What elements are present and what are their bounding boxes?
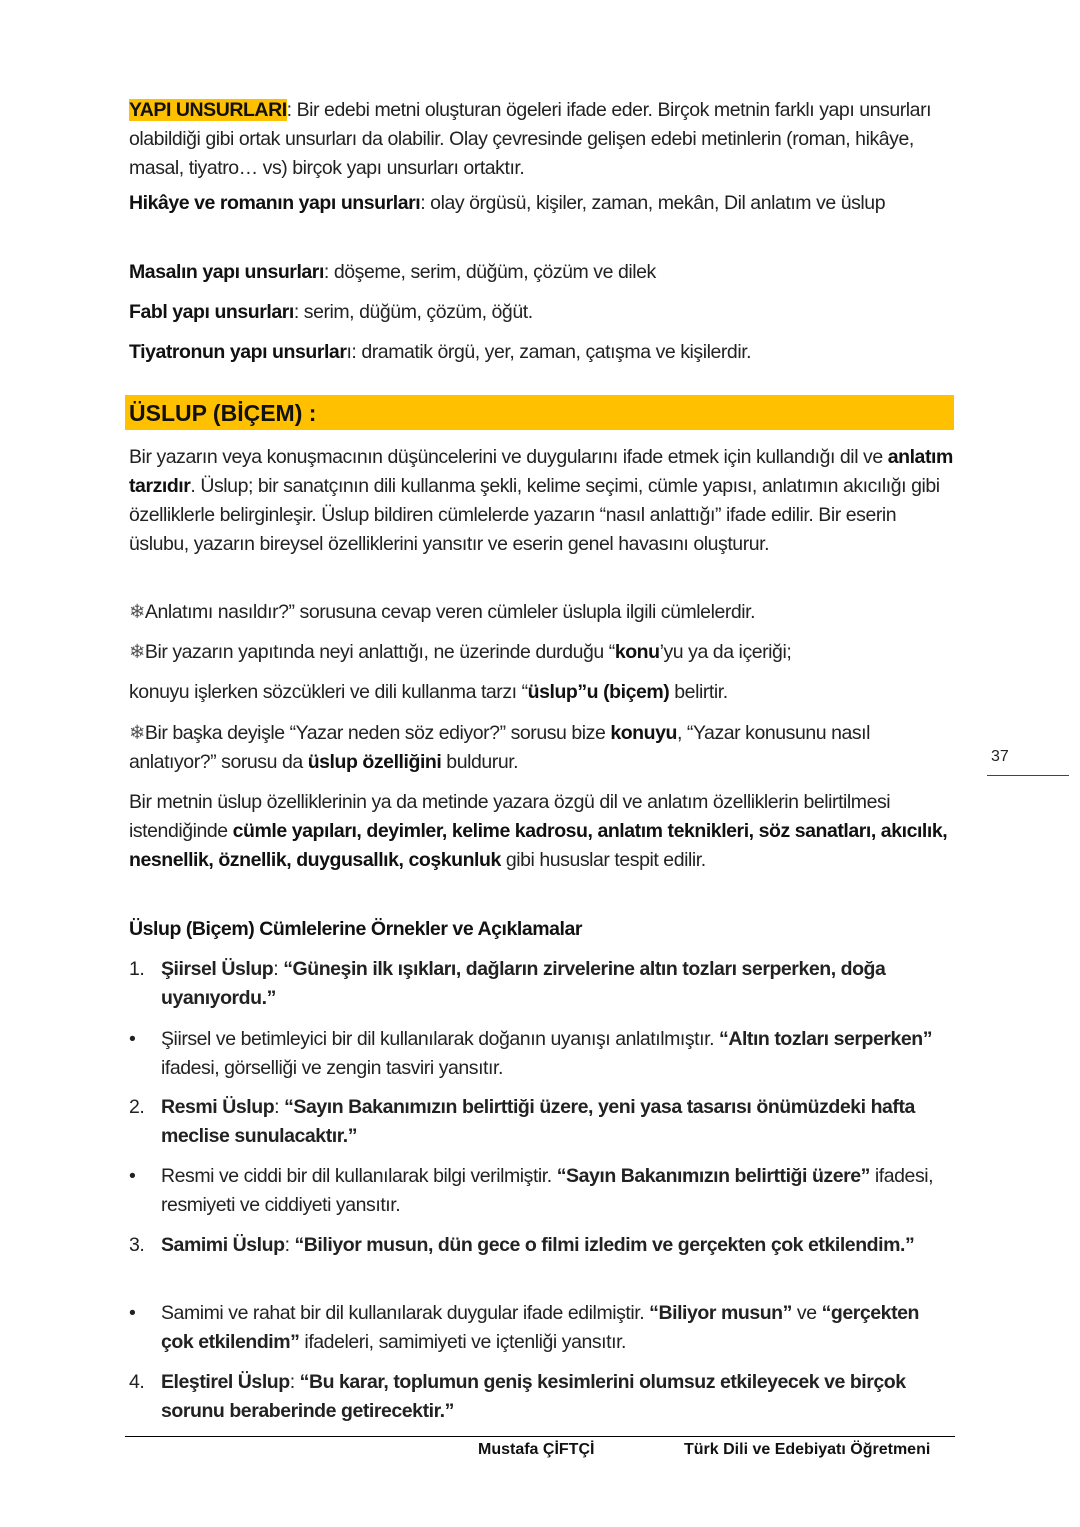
text-segment: : döşeme, serim, düğüm, çözüm ve dilek	[323, 261, 656, 283]
example-item-1	[129, 955, 955, 1013]
footer-rule	[125, 1436, 955, 1437]
text-segment: Fabl yapı unsurları	[129, 301, 294, 323]
explanation-text	[161, 1162, 955, 1220]
bullet-icon: •	[129, 1302, 136, 1324]
example-text	[161, 955, 955, 1013]
text-segment: : olay örgüsü, kişiler, zaman, mekân, Dil anlatım ve üslup	[420, 192, 886, 214]
example-text	[161, 1093, 955, 1151]
hikaye-roman-paragraph	[129, 189, 955, 218]
example-item-4	[129, 1368, 955, 1426]
text-segment: Bir yazarın veya konuşmacının düşüncelerini ve duygularını ifade etmek için kullandığı dil ve	[129, 446, 888, 468]
uslup-definition	[129, 443, 955, 559]
text-segment: Hikâye ve romanın yapı unsurları	[129, 192, 421, 214]
text-segment: Bir metnin üslup özelliklerinin ya da metinde yazara özgü dil ve anlatım özelliklerin belirtilmesi istendiğinde	[129, 791, 891, 842]
text-segment: Anlatımı nasıldır?” sorusuna cevap veren cümleler üslupla ilgili cümlelerdir.	[144, 601, 756, 623]
note-3	[129, 719, 955, 777]
note-2	[129, 638, 955, 667]
features-paragraph	[129, 788, 955, 875]
section-heading: ÜSLUP (BİÇEM) :	[129, 400, 317, 426]
text-segment: gibi hususlar tespit edilir.	[500, 849, 706, 871]
snowflake-icon: ❄	[129, 601, 145, 623]
text-segment: “Altın tozları serperken”	[719, 1028, 933, 1050]
text-segment: Resmi Üslup	[161, 1096, 275, 1118]
text-segment: buldurur.	[441, 751, 519, 773]
text-segment: Masalın yapı unsurları	[129, 261, 324, 283]
list-number: 4.	[129, 1371, 145, 1393]
text-segment: : serim, düğüm, çözüm, öğüt.	[293, 301, 533, 323]
masal-paragraph	[129, 258, 955, 287]
footer-author: Mustafa ÇİFTÇİ	[478, 1441, 595, 1458]
text-segment: cümle yapıları, deyimler, kelime kadrosu, anlatım teknikleri, söz sanatları, akıcılık, nesnellik, öznellik, duygusallık, coşkunluk	[129, 820, 948, 871]
example-item-2	[129, 1093, 955, 1151]
text-segment: “gerçekten çok etkilendim”	[161, 1302, 919, 1353]
list-number: 1.	[129, 958, 145, 980]
snowflake-icon: ❄	[129, 641, 145, 663]
page-number-rule	[987, 775, 1069, 776]
text-segment: “Sayın Bakanımızın belirttiği üzere”	[556, 1165, 870, 1187]
explanation-text	[161, 1025, 955, 1083]
text-segment: Üslup (Biçem) Cümlelerine Örnekler ve Açıklamalar	[129, 918, 583, 940]
text-segment: Şiirsel Üslup	[161, 958, 274, 980]
text-segment: üslup özelliğini	[307, 751, 442, 773]
text-segment: ı: dramatik örgü, yer, zaman, çatışma ve kişilerdir.	[346, 341, 752, 363]
text-segment: anlatım tarzıdır	[129, 446, 953, 497]
explanation-text	[161, 1299, 955, 1357]
text-segment: Resmi ve ciddi bir dil kullanılarak bilgi verilmiştir.	[161, 1165, 557, 1187]
explanation-bullet-2	[129, 1162, 955, 1220]
text-segment: ifadesi, resmiyeti ve ciddiyeti yansıtır.	[161, 1165, 934, 1216]
text-segment: :	[284, 1234, 295, 1256]
text-segment: konuyu	[610, 722, 677, 744]
text-segment: Bir yazarın yapıtında neyi anlattığı, ne üzerinde durduğu “	[144, 641, 615, 663]
text-segment: . Üslup; bir sanatçının dili kullanma şekli, kelime seçimi, cümle yapısı, anlatımın akıcılığı gibi özelliklerle belirginleşir. Üslup bildiren cümlelerde yazarın “nasıl anlattığı” ifade edilir. Bir eserin üslubu, yazarın bireysel özelliklerini yansıtır ve eserin genel havasını oluşturur.	[129, 475, 940, 555]
snowflake-icon: ❄	[129, 722, 145, 744]
text-segment: konu	[614, 641, 660, 663]
text-segment: , “Yazar konusunu nasıl anlatıyor?” sorusu da	[129, 722, 871, 773]
footer-role: Türk Dili ve Edebiyatı Öğretmeni	[684, 1441, 931, 1458]
example-text	[161, 1368, 955, 1426]
fabl-paragraph	[129, 298, 955, 327]
text-segment: :	[273, 958, 284, 980]
note-1	[129, 598, 955, 627]
text-segment: Tiyatronun yapı unsurlar	[129, 341, 347, 363]
text-segment: : Bir edebi metni oluşturan ögeleri ifade eder. Birçok metnin farklı yapı unsurları olabildiği gibi ortak unsurları da olabilir. Olay çevresinde gelişen edebi metinlerin (roman, hikâye, masal, tiyatro… vs) birçok yapı unsurları ortaktır.	[129, 99, 932, 179]
text-segment: konuyu işlerken sözcükleri ve dili kullanma tarzı “	[129, 681, 528, 703]
text-segment: Şiirsel ve betimleyici bir dil kullanılarak doğanın uyanışı anlatılmıştır.	[161, 1028, 720, 1050]
text-segment: “Biliyor musun, dün gece o filmi izledim ve gerçekten çok etkilendim.”	[294, 1234, 915, 1256]
example-text	[161, 1231, 955, 1260]
example-item-3	[129, 1231, 955, 1260]
text-segment: “Sayın Bakanımızın belirttiği üzere, yeni yasa tasarısı önümüzdeki hafta meclise sunulacaktır.”	[161, 1096, 915, 1147]
text-segment: “Güneşin ilk ışıkları, dağların zirvelerine altın tozları serperken, doğa uyanıyordu.”	[161, 958, 886, 1009]
note-2-continued	[129, 678, 955, 707]
examples-title	[129, 915, 955, 944]
text-segment: Eleştirel Üslup	[161, 1371, 290, 1393]
list-number: 2.	[129, 1096, 145, 1118]
bullet-icon: •	[129, 1165, 136, 1187]
text-segment: ifadeleri, samimiyeti ve içtenliği yansıtır.	[299, 1331, 627, 1353]
page-number: 37	[991, 748, 1009, 765]
tiyatro-paragraph	[129, 338, 955, 367]
intro-paragraph	[129, 96, 955, 183]
list-number: 3.	[129, 1234, 145, 1256]
text-segment: :	[289, 1371, 300, 1393]
text-segment: Bir başka deyişle “Yazar neden söz ediyor?” sorusu bize	[144, 722, 611, 744]
text-segment: ’yu ya da içeriği;	[659, 641, 792, 663]
text-segment: Samimi ve rahat bir dil kullanılarak duygular ifade edilmiştir.	[161, 1302, 650, 1324]
text-segment: :	[274, 1096, 285, 1118]
text-segment: “Bu karar, toplumun geniş kesimlerini olumsuz etkileyecek ve birçok sorunu beraberinde getirecektir.”	[161, 1371, 906, 1422]
text-segment: ve	[791, 1302, 822, 1324]
text-segment: ifadesi, görselliği ve zengin tasviri yansıtır.	[161, 1057, 503, 1079]
text-segment: “Biliyor musun”	[649, 1302, 792, 1324]
bullet-icon: •	[129, 1028, 136, 1050]
text-segment: belirtir.	[669, 681, 728, 703]
text-segment: üslup”u (biçem)	[527, 681, 670, 703]
highlighted-term: YAPI UNSURLARI	[129, 99, 287, 121]
explanation-bullet-3	[129, 1299, 955, 1357]
explanation-bullet-1	[129, 1025, 955, 1083]
text-segment: Samimi Üslup	[161, 1234, 285, 1256]
